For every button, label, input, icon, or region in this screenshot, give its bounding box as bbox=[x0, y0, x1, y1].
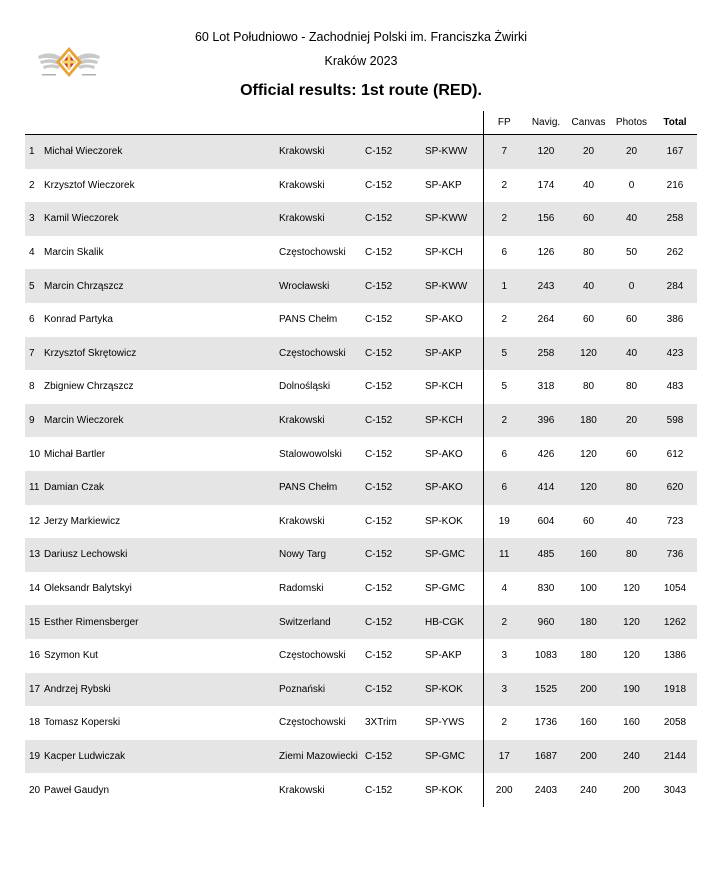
cell-canvas: 180 bbox=[567, 404, 610, 438]
cell-club: Krakowski bbox=[279, 784, 325, 796]
cell-club: Częstochowski bbox=[279, 247, 346, 259]
cell-total: 423 bbox=[653, 337, 697, 371]
cell-aircraft: C-152 bbox=[365, 538, 425, 572]
cell-fp: 6 bbox=[483, 236, 525, 270]
cell-fp: 5 bbox=[483, 337, 525, 371]
cell-navig: 960 bbox=[525, 605, 567, 639]
cell-canvas: 200 bbox=[567, 673, 610, 707]
cell-total: 167 bbox=[653, 135, 697, 169]
cell-aircraft: C-152 bbox=[365, 404, 425, 438]
cell-canvas: 180 bbox=[580, 650, 597, 662]
cell-aircraft: C-152 bbox=[365, 515, 393, 527]
cell-navig: 426 bbox=[537, 448, 555, 460]
cell-club: Krakowski bbox=[279, 135, 365, 169]
cell-aircraft: C-152 bbox=[365, 740, 425, 774]
cell-position: 14 bbox=[29, 583, 41, 595]
table-header-row bbox=[25, 111, 697, 135]
cell-total: 284 bbox=[653, 269, 697, 303]
cell-aircraft: 3XTrim bbox=[365, 717, 397, 729]
col-header-name bbox=[44, 111, 279, 135]
table-row bbox=[25, 505, 697, 539]
cell-pilot-name: Oleksandr Balytskyi bbox=[44, 583, 132, 595]
cell-fp: 5 bbox=[483, 370, 525, 404]
cell-position: 17 bbox=[25, 673, 44, 707]
cell-navig: 396 bbox=[525, 404, 567, 438]
cell-canvas: 40 bbox=[567, 269, 610, 303]
cell-canvas: 200 bbox=[567, 740, 610, 774]
cell-registration: SP-GMC bbox=[425, 538, 483, 572]
cell-position: 12 bbox=[29, 515, 41, 527]
cell-position: 8 bbox=[29, 381, 35, 393]
cell-registration: HB-CGK bbox=[425, 605, 483, 639]
cell-position: 16 bbox=[29, 650, 41, 662]
cell-total: 1262 bbox=[653, 605, 697, 639]
cell-pilot-name: Kacper Ludwiczak bbox=[44, 740, 279, 774]
cell-canvas: 180 bbox=[567, 605, 610, 639]
table-row bbox=[25, 773, 697, 807]
table-row bbox=[25, 169, 697, 203]
cell-position: 19 bbox=[25, 740, 44, 774]
cell-pilot-name: Kamil Wieczorek bbox=[44, 202, 279, 236]
cell-navig: 174 bbox=[537, 179, 555, 191]
cell-club: Nowy Targ bbox=[279, 538, 365, 572]
cell-pilot-name: Dariusz Lechowski bbox=[44, 538, 279, 572]
cell-pilot-name: Konrad Partyka bbox=[44, 314, 113, 326]
cell-photos: 200 bbox=[623, 784, 640, 796]
cell-total: 483 bbox=[666, 381, 684, 393]
cell-total: 1054 bbox=[663, 583, 687, 595]
cell-pilot-name: Michał Wieczorek bbox=[44, 135, 279, 169]
cell-navig: 485 bbox=[525, 538, 567, 572]
cell-club: Dolnośląski bbox=[279, 381, 331, 393]
cell-canvas: 120 bbox=[580, 448, 597, 460]
cell-club: Krakowski bbox=[279, 404, 365, 438]
cell-navig: 1736 bbox=[534, 717, 558, 729]
cell-canvas: 120 bbox=[567, 471, 610, 505]
cell-fp: 11 bbox=[483, 538, 525, 572]
table-row bbox=[25, 538, 697, 572]
cell-photos: 40 bbox=[610, 202, 653, 236]
cell-fp: 7 bbox=[483, 135, 525, 169]
cell-club: PANS Chełm bbox=[279, 471, 365, 505]
cell-photos: 40 bbox=[610, 337, 653, 371]
cell-canvas: 60 bbox=[582, 515, 595, 527]
cell-position: 18 bbox=[29, 717, 41, 729]
cell-photos: 0 bbox=[610, 269, 653, 303]
cell-photos: 60 bbox=[625, 448, 638, 460]
cell-pilot-name: Jerzy Markiewicz bbox=[44, 515, 121, 527]
cell-fp: 2 bbox=[483, 605, 525, 639]
table-row bbox=[25, 370, 697, 404]
cell-aircraft: C-152 bbox=[365, 605, 425, 639]
cell-fp: 1 bbox=[483, 269, 525, 303]
cell-registration: SP-KWW bbox=[425, 202, 483, 236]
cell-registration: SP-GMC bbox=[425, 740, 483, 774]
col-header-navig: Navig. bbox=[525, 111, 567, 135]
cell-position: 6 bbox=[29, 314, 35, 326]
cell-registration: SP-KOK bbox=[425, 673, 483, 707]
col-header-club bbox=[279, 111, 365, 135]
cell-registration: SP-AKP bbox=[425, 337, 483, 371]
cell-photos: 0 bbox=[628, 179, 635, 191]
cell-position: 7 bbox=[25, 337, 44, 371]
cell-pilot-name: Szymon Kut bbox=[44, 650, 98, 662]
cell-pilot-name: Andrzej Rybski bbox=[44, 673, 279, 707]
table-row bbox=[25, 202, 697, 236]
cell-total: 2144 bbox=[653, 740, 697, 774]
cell-navig: 120 bbox=[525, 135, 567, 169]
cell-pilot-name: Damian Czak bbox=[44, 471, 279, 505]
table-row bbox=[25, 135, 697, 169]
cell-aircraft: C-152 bbox=[365, 583, 393, 595]
cell-fp: 3 bbox=[483, 639, 525, 673]
cell-photos: 40 bbox=[625, 515, 638, 527]
cell-canvas: 40 bbox=[582, 179, 595, 191]
cell-total: 723 bbox=[666, 515, 684, 527]
cell-club: Wrocławski bbox=[279, 269, 365, 303]
table-row bbox=[25, 269, 697, 303]
cell-total: 736 bbox=[653, 538, 697, 572]
cell-total: 598 bbox=[653, 404, 697, 438]
cell-fp: 200 bbox=[483, 773, 525, 807]
cell-aircraft: C-152 bbox=[365, 135, 425, 169]
cell-pilot-name: Paweł Gaudyn bbox=[44, 784, 110, 796]
cell-pilot-name: Michał Bartler bbox=[44, 448, 106, 460]
cell-club: Krakowski bbox=[279, 515, 325, 527]
col-header-reg bbox=[425, 111, 483, 135]
cell-total: 3043 bbox=[663, 784, 687, 796]
cell-club: Krakowski bbox=[279, 202, 365, 236]
cell-navig: 264 bbox=[537, 314, 555, 326]
cell-fp: 4 bbox=[483, 572, 525, 606]
cell-photos: 190 bbox=[610, 673, 653, 707]
cell-pilot-name: Krzysztof Wieczorek bbox=[44, 179, 135, 191]
cell-navig: 1525 bbox=[525, 673, 567, 707]
cell-photos: 20 bbox=[610, 135, 653, 169]
cell-total: 386 bbox=[666, 314, 684, 326]
cell-pilot-name: Marcin Wieczorek bbox=[44, 404, 279, 438]
cell-registration: SP-KCH bbox=[425, 404, 483, 438]
cell-registration: SP-AKO bbox=[425, 314, 463, 326]
table-row bbox=[25, 572, 697, 606]
cell-position: 11 bbox=[25, 471, 44, 505]
table-row bbox=[25, 673, 697, 707]
cell-photos: 50 bbox=[625, 247, 638, 259]
cell-registration: SP-KWW bbox=[425, 135, 483, 169]
col-header-aircraft bbox=[365, 111, 425, 135]
cell-club: PANS Chełm bbox=[279, 314, 338, 326]
cell-navig: 2403 bbox=[534, 784, 558, 796]
cell-navig: 1083 bbox=[534, 650, 558, 662]
cell-position: 13 bbox=[25, 538, 44, 572]
event-subtitle: Kraków 2023 bbox=[324, 54, 398, 68]
cell-registration: SP-KOK bbox=[425, 784, 463, 796]
cell-position: 5 bbox=[25, 269, 44, 303]
table-row bbox=[25, 605, 697, 639]
cell-total: 216 bbox=[666, 179, 684, 191]
cell-photos: 120 bbox=[623, 650, 640, 662]
cell-position: 2 bbox=[29, 179, 35, 191]
cell-canvas: 80 bbox=[582, 381, 595, 393]
cell-total: 1386 bbox=[663, 650, 687, 662]
cell-canvas: 60 bbox=[582, 314, 595, 326]
cell-fp: 3 bbox=[483, 673, 525, 707]
cell-registration: SP-AKP bbox=[425, 179, 462, 191]
cell-fp: 2 bbox=[483, 202, 525, 236]
cell-position: 9 bbox=[25, 404, 44, 438]
cell-canvas: 120 bbox=[567, 337, 610, 371]
cell-pilot-name: Tomasz Koperski bbox=[44, 717, 121, 729]
table-row bbox=[25, 236, 697, 270]
cell-total: 258 bbox=[653, 202, 697, 236]
cell-position: 20 bbox=[29, 784, 41, 796]
cell-canvas: 80 bbox=[582, 247, 595, 259]
cell-canvas: 160 bbox=[567, 538, 610, 572]
col-header-total: Total bbox=[653, 111, 697, 135]
cell-aircraft: C-152 bbox=[365, 314, 393, 326]
cell-club: Częstochowski bbox=[279, 650, 346, 662]
cell-fp: 17 bbox=[483, 740, 525, 774]
cell-canvas: 60 bbox=[567, 202, 610, 236]
table-row bbox=[25, 471, 697, 505]
cell-pilot-name: Marcin Skalik bbox=[44, 247, 104, 259]
cell-total: 612 bbox=[666, 448, 684, 460]
cell-fp: 2 bbox=[483, 169, 525, 203]
table-row bbox=[25, 404, 697, 438]
cell-aircraft: C-152 bbox=[365, 381, 393, 393]
cell-fp: 2 bbox=[483, 303, 525, 337]
cell-aircraft: C-152 bbox=[365, 673, 425, 707]
cell-fp: 19 bbox=[483, 505, 525, 539]
cell-total: 620 bbox=[653, 471, 697, 505]
cell-canvas: 20 bbox=[567, 135, 610, 169]
cell-club: Radomski bbox=[279, 583, 324, 595]
cell-navig: 414 bbox=[525, 471, 567, 505]
cell-club: Switzerland bbox=[279, 605, 365, 639]
cell-registration: SP-KWW bbox=[425, 269, 483, 303]
cell-position: 15 bbox=[25, 605, 44, 639]
cell-aircraft: C-152 bbox=[365, 337, 425, 371]
table-row bbox=[25, 437, 697, 471]
cell-fp: 2 bbox=[483, 706, 525, 740]
col-header-fp: FP bbox=[483, 111, 525, 135]
cell-aircraft: C-152 bbox=[365, 247, 393, 259]
cell-registration: SP-AKO bbox=[425, 448, 463, 460]
cell-photos: 20 bbox=[610, 404, 653, 438]
cell-fp: 2 bbox=[483, 404, 525, 438]
table-row bbox=[25, 303, 697, 337]
cell-total: 262 bbox=[666, 247, 684, 259]
cell-photos: 80 bbox=[610, 538, 653, 572]
cell-club: Stalowowolski bbox=[279, 448, 342, 460]
cell-registration: SP-KCH bbox=[425, 381, 463, 393]
cell-photos: 240 bbox=[610, 740, 653, 774]
table-row bbox=[25, 706, 697, 740]
cell-registration: SP-AKP bbox=[425, 650, 462, 662]
table-row bbox=[25, 740, 697, 774]
table-row bbox=[25, 639, 697, 673]
col-header-pos bbox=[25, 111, 44, 135]
cell-aircraft: C-152 bbox=[365, 650, 393, 662]
cell-canvas: 100 bbox=[580, 583, 597, 595]
results-body bbox=[25, 135, 697, 807]
cell-aircraft: C-152 bbox=[365, 784, 393, 796]
cell-pilot-name: Marcin Chrząszcz bbox=[44, 269, 279, 303]
cell-total: 2058 bbox=[663, 717, 687, 729]
cell-photos: 80 bbox=[625, 381, 638, 393]
cell-position: 3 bbox=[25, 202, 44, 236]
results-heading: Official results: 1st route (RED). bbox=[240, 82, 482, 99]
cell-position: 4 bbox=[29, 247, 35, 259]
cell-canvas: 160 bbox=[580, 717, 597, 729]
cell-navig: 258 bbox=[525, 337, 567, 371]
cell-photos: 120 bbox=[610, 605, 653, 639]
cell-fp: 6 bbox=[483, 471, 525, 505]
cell-club: Ziemi Mazowiecki bbox=[279, 740, 365, 774]
cell-aircraft: C-152 bbox=[365, 471, 425, 505]
cell-navig: 1687 bbox=[525, 740, 567, 774]
cell-navig: 126 bbox=[537, 247, 555, 259]
cell-aircraft: C-152 bbox=[365, 179, 393, 191]
cell-club: Krakowski bbox=[279, 179, 325, 191]
cell-photos: 60 bbox=[625, 314, 638, 326]
cell-registration: SP-KCH bbox=[425, 247, 463, 259]
cell-navig: 243 bbox=[525, 269, 567, 303]
event-title: 60 Lot Południowo - Zachodniej Polski im. Franciszka Żwirki bbox=[194, 30, 528, 44]
col-header-canvas: Canvas bbox=[567, 111, 610, 135]
cell-navig: 156 bbox=[525, 202, 567, 236]
col-header-photos: Photos bbox=[610, 111, 653, 135]
cell-registration: SP-KOK bbox=[425, 515, 463, 527]
table-row bbox=[25, 337, 697, 371]
cell-pilot-name: Krzysztof Skrętowicz bbox=[44, 337, 279, 371]
results-table bbox=[25, 111, 697, 807]
cell-photos: 160 bbox=[623, 717, 640, 729]
cell-navig: 604 bbox=[537, 515, 555, 527]
cell-photos: 80 bbox=[610, 471, 653, 505]
cell-position: 10 bbox=[29, 448, 41, 460]
cell-registration: SP-AKO bbox=[425, 471, 483, 505]
cell-fp: 6 bbox=[483, 437, 525, 471]
cell-aircraft: C-152 bbox=[365, 202, 425, 236]
cell-pilot-name: Esther Rimensberger bbox=[44, 605, 279, 639]
cell-club: Częstochowski bbox=[279, 717, 346, 729]
cell-position: 1 bbox=[25, 135, 44, 169]
cell-pilot-name: Zbigniew Chrząszcz bbox=[44, 381, 134, 393]
cell-canvas: 240 bbox=[580, 784, 597, 796]
cell-registration: SP-GMC bbox=[425, 583, 465, 595]
cell-navig: 318 bbox=[537, 381, 555, 393]
cell-registration: SP-YWS bbox=[425, 717, 465, 729]
cell-aircraft: C-152 bbox=[365, 448, 393, 460]
cell-photos: 120 bbox=[623, 583, 640, 595]
cell-aircraft: C-152 bbox=[365, 269, 425, 303]
cell-club: Częstochowski bbox=[279, 337, 365, 371]
cell-club: Poznański bbox=[279, 673, 365, 707]
cell-total: 1918 bbox=[653, 673, 697, 707]
cell-navig: 830 bbox=[537, 583, 555, 595]
